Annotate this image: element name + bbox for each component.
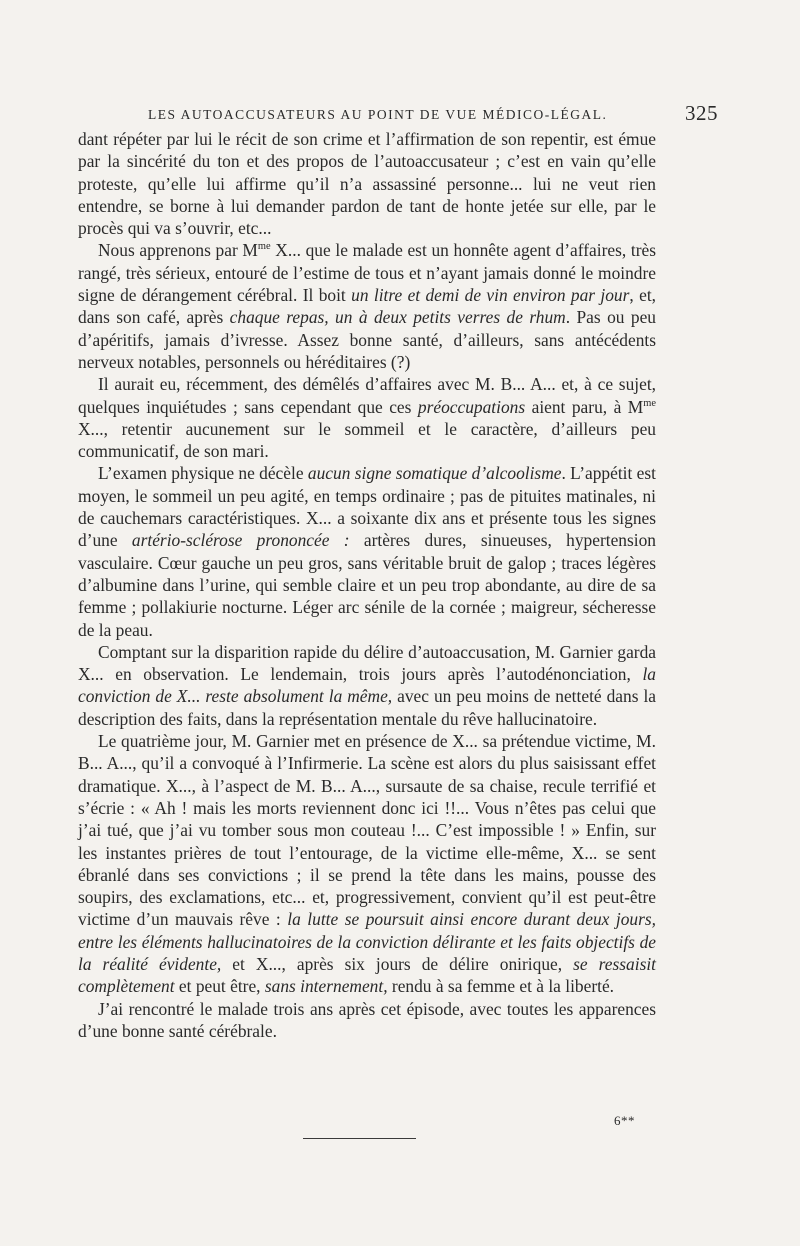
superscript: me bbox=[643, 397, 657, 409]
text-span: L’examen physique ne décèle bbox=[98, 463, 308, 484]
text-span: avec un peu moins de netteté dans la description des faits, dans la représentation mentale du rêve hallucinatoire. bbox=[78, 686, 656, 729]
text-span: . L’appétit est moyen, le sommeil un peu agité, en temps ordinaire ; pas de pituites matinales, ni de cauchemars caractéristiques. X... a soixante dix ans et présente tous les signes d’une bbox=[78, 463, 656, 551]
text-span: Comptant sur la disparition rapide du délire d’autoaccusation, M. Garnier garda X... en observation. Le lendemain, trois jours après l’autodénonciation, bbox=[78, 641, 656, 685]
text-span: Il aurait eu, récemment, des démêlés d’affaires avec M. B... A... et, à ce sujet, quelques inquiétudes ; sans cependant que ces bbox=[78, 374, 656, 417]
signature-mark: 6** bbox=[614, 1113, 635, 1128]
paragraph-7: J’ai rencontré le malade trois ans après cet épisode, avec toutes les apparences d’une bonne santé cérébrale. bbox=[78, 998, 656, 1041]
text-span: et peut être, bbox=[174, 976, 265, 997]
paragraph-1: dant répéter par lui le récit de son crime et l’affirmation de son repentir, est émue par la sincérité du ton et des propos de l’autoaccusateur ; c’est en vain qu’elle proteste, qu’elle lui affirme qu’il n’a assassiné personne... lui ne veut rien entendre, se borne à lui demander pardon de tant de honte jetée sur elle, par le procès qui va s’ouvrir, etc... bbox=[78, 129, 656, 239]
body-text bbox=[78, 128, 656, 1042]
text-span: Nous apprenons par M bbox=[98, 240, 258, 261]
page-header bbox=[78, 101, 718, 131]
italic-span: la conviction de X... reste absolument la même, bbox=[78, 664, 656, 707]
text-span: . Pas ou peu d’apéritifs, jamais d’ivresse. Assez bonne santé, d’ailleurs, sans antécédents nerveux notables, personnels ou héréditaires (?) bbox=[78, 307, 656, 372]
running-title: LES AUTOACCUSATEURS AU POINT DE VUE MÉDICO-LÉGAL. bbox=[148, 107, 608, 122]
text-span: artères dures, sinueuses, hypertension vasculaire. Cœur gauche un peu gros, sans véritable bruit de galop ; traces légères d’albumine dans l’urine, qui semble claire et un peu trop abondante, au dire de sa femme ; pollakiurie nocturne. Léger arc sénile de la cornée ; maigreur, sécheresse de la peau. bbox=[78, 530, 656, 640]
paragraph-6 bbox=[78, 730, 656, 998]
text-span: , et, dans son café, après bbox=[78, 285, 656, 328]
italic-span: un litre et demi de vin environ par jour bbox=[351, 285, 630, 306]
text-span: Le quatrième jour, M. Garnier met en présence de X... sa prétendue victime, M. B... A..., qu’il a convoqué à l’Infirmerie. La scène est alors du plus saisissant effet dramatique. X..., à l’aspect de M. B... A..., sursaute de sa chaise, recule terrifié et s’écrie : « Ah ! mais les morts reviennent donc ici !!... Vous n’êtes pas celui que j’ai tué, que j’ai vu tomber sous mon couteau !... C’est impossible ! » Enfin, sur les instantes prières de tout l’entourage, de la victime elle-même, X... se sent ébranlé dans ses convictions ; il se prend la tête dans les mains, pousse des soupirs, des exclamations, etc... et, progressivement, convient qu’il est peut-être victime d’un mauvais rêve : bbox=[78, 731, 656, 930]
text-span: X..., retentir aucunement sur le sommeil et le caractère, d’ailleurs peu communicatif, de son mari. bbox=[78, 418, 656, 462]
footer-rule bbox=[303, 1138, 416, 1139]
italic-span: se ressaisit complètement bbox=[78, 953, 656, 997]
paragraph-3 bbox=[78, 373, 656, 462]
page-number: 325 bbox=[685, 101, 718, 125]
paragraph-5 bbox=[78, 641, 656, 730]
italic-span: aucun signe somatique d’alcoolisme bbox=[307, 463, 562, 484]
italic-span: préoccupations bbox=[417, 396, 526, 417]
text-span: et X..., après six jours de délire onirique, bbox=[221, 953, 574, 974]
paragraph-2 bbox=[78, 239, 656, 373]
text-span: rendu à sa femme et à la liberté. bbox=[387, 976, 615, 997]
italic-span: chaque repas, un à deux petits verres de rhum bbox=[229, 307, 566, 328]
italic-span: la lutte se poursuit ainsi encore durant deux jours, entre les éléments hallucinatoires de la conviction délirante et les faits objectifs de la réalité évidente, bbox=[78, 909, 656, 974]
italic-span: sans internement, bbox=[264, 976, 388, 997]
text-span: aient paru, à M bbox=[525, 396, 644, 417]
text-span: X... que le malade est un honnête agent d’affaires, très rangé, très sérieux, entouré de l’estime de tous et n’ayant jamais donné le moindre signe de dérangement cérébral. Il boit bbox=[78, 240, 656, 306]
paragraph-4 bbox=[78, 462, 656, 640]
italic-span: artério-sclérose prononcée : bbox=[131, 530, 350, 551]
superscript: me bbox=[257, 241, 271, 253]
